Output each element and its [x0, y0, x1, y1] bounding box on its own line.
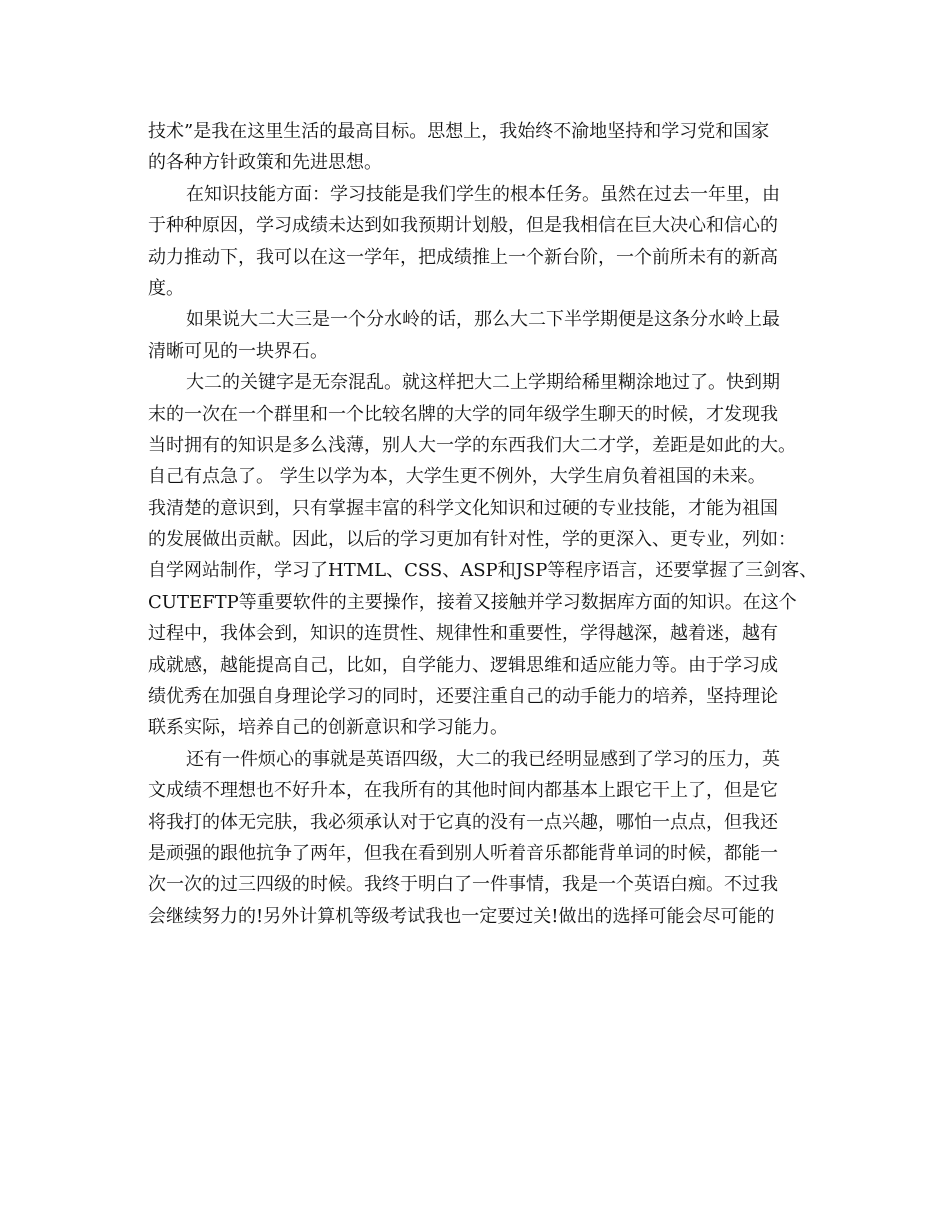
text-line: 文成绩不理想也不好升本，在我所有的其他时间内都基本上跟它干上了，但是它	[148, 780, 778, 802]
text-line: 末的一次在一个群里和一个比较名牌的大学的同年级学生聊天的时候，才发现我	[148, 403, 778, 425]
paragraph-start-line: 还有一件烦心的事就是英语四级，大二的我已经明显感到了学习的压力，英	[186, 748, 780, 770]
text-line: 会继续努力的!另外计算机等级考试我也一定要过关!做出的选择可能会尽可能的	[148, 905, 775, 927]
text-line: 将我打的体无完肤，我必须承认对于它真的没有一点兴趣，哪怕一点点，但我还	[148, 811, 778, 833]
text-line: 绩优秀在加强自身理论学习的同时，还要注重自己的动手能力的培养，坚持理论	[148, 686, 778, 708]
text-line: 自学网站制作，学习了HTML、CSS、ASP和JSP等程序语言，还要掌握了三剑客、	[148, 560, 818, 582]
text-line: 当时拥有的知识是多么浅薄，别人大一学的东西我们大二才学，差距是如此的大。	[148, 434, 796, 456]
text-line: 成就感，越能提高自己，比如，自学能力、逻辑思维和适应能力等。由于学习成	[148, 654, 778, 676]
paragraph-start-line: 大二的关键字是无奈混乱。就这样把大二上学期给稀里糊涂地过了。快到期	[186, 372, 780, 394]
text-line: 是顽强的跟他抗争了两年，但我在看到别人听着音乐都能背单词的时候，都能一	[148, 842, 778, 864]
text-line: 过程中，我体会到，知识的连贯性、规律性和重要性，学得越深，越着迷，越有	[148, 623, 778, 645]
text-line: 联系实际，培养自己的创新意识和学习能力。	[148, 717, 508, 739]
text-line: 我清楚的意识到，只有掌握丰富的科学文化知识和过硬的专业技能，才能为祖国	[148, 497, 778, 519]
text-line: CUTEFTP等重要软件的主要操作，接着又接触并学习数据库方面的知识。在这个	[148, 591, 797, 613]
text-line: 度。	[148, 277, 184, 299]
text-line: 动力推动下，我可以在这一学年，把成绩推上一个新台阶，一个前所未有的新高	[148, 246, 778, 268]
paragraph-start-line: 在知识技能方面：学习技能是我们学生的根本任务。虽然在过去一年里，由	[186, 183, 780, 205]
text-line: 清晰可见的一块界石。	[148, 340, 328, 362]
text-line: 于种种原因，学习成绩未达到如我预期计划般，但是我相信在巨大决心和信心的	[148, 215, 778, 237]
text-line: 的各种方针政策和先进思想。	[148, 152, 382, 174]
text-line: 自己有点急了。 学生以学为本，大学生更不例外，大学生肩负着祖国的未来。	[148, 466, 766, 488]
body-text	[148, 116, 818, 932]
text-line: 的发展做出贡献。因此，以后的学习更加有针对性，学的更深入、更专业，列如：	[148, 529, 796, 551]
text-line: 次一次的过三四级的时候。我终于明白了一件事情，我是一个英语白痴。不过我	[148, 874, 778, 896]
text-line: 技术”是我在这里生活的最高目标。思想上，我始终不渝地坚持和学习党和国家	[148, 121, 770, 142]
paragraph-start-line: 如果说大二大三是一个分水岭的话，那么大二下半学期便是这条分水岭上最	[186, 309, 780, 331]
